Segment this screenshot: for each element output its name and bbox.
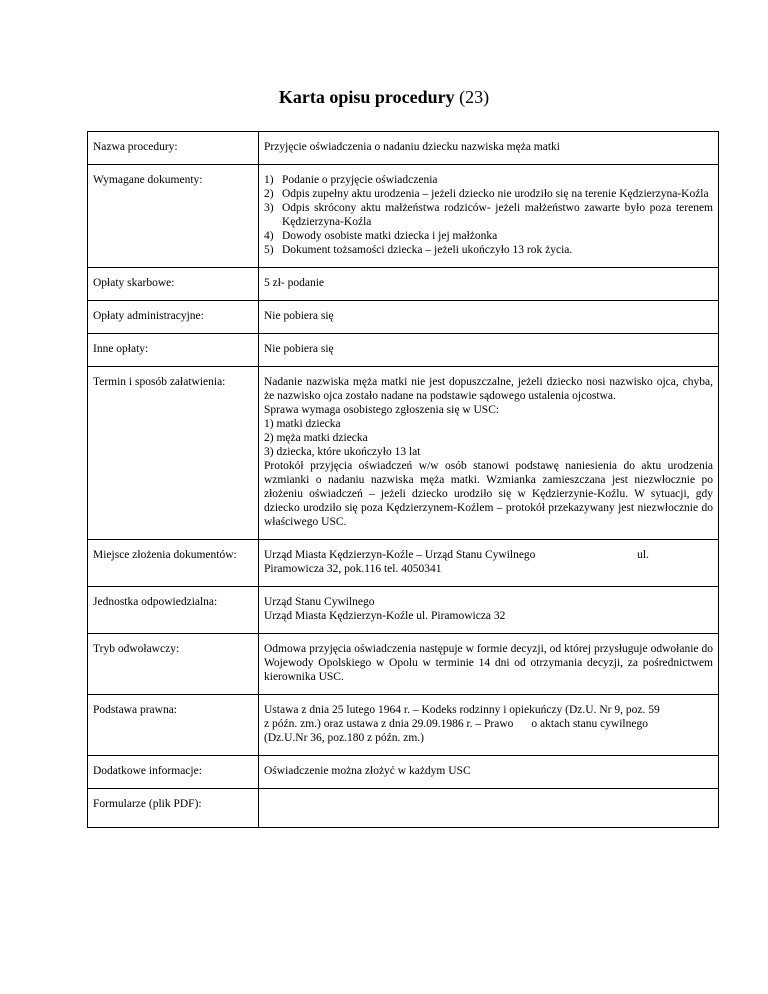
- law-line-2: z późn. zm.) oraz ustawa z dnia 29.09.1986 r. – Prawo o aktach stanu cywilnego: [264, 718, 648, 730]
- row-responsible-unit: [88, 587, 719, 634]
- list-item: 3) Odpis skrócony aktu małżeństwa rodziców- jeżeli małżeństwo zawarte było poza terenem Kędzierzyna-Koźla: [264, 202, 713, 228]
- label-forms: Formularze (plik PDF):: [88, 789, 259, 828]
- label-place: Miejsce złożenia dokumentów:: [88, 540, 259, 587]
- label-legal-basis: Podstawa prawna:: [88, 695, 259, 756]
- value-legal-basis: [259, 695, 719, 756]
- label-other-fees: Inne opłaty:: [88, 334, 259, 367]
- label-term: Termin i sposób załatwienia:: [88, 367, 259, 540]
- law-line-3: (Dz.U.Nr 36, poz.180 z późn. zm.): [264, 732, 424, 744]
- value-term: [259, 367, 719, 540]
- label-required-documents: Wymagane dokumenty:: [88, 165, 259, 268]
- list-item: 1) Podanie o przyjęcie oświadczenia: [264, 174, 438, 186]
- place-line-1-tail: ul.: [637, 549, 649, 561]
- procedure-table: [87, 131, 719, 828]
- label-responsible-unit: Jednostka odpowiedzialna:: [88, 587, 259, 634]
- title-text: Karta opisu procedury: [278, 87, 455, 107]
- label-admin-fees: Opłaty administracyjne:: [88, 301, 259, 334]
- term-paragraph-2: Sprawa wymaga osobistego zgłoszenia się w USC:: [264, 404, 500, 416]
- row-procedure-name: [88, 132, 719, 165]
- row-legal-basis: [88, 695, 719, 756]
- value-responsible-unit: [259, 587, 719, 634]
- value-forms: [259, 789, 719, 828]
- value-other-fees: Nie pobiera się: [259, 334, 719, 367]
- row-treasury-fees: [88, 268, 719, 301]
- place-line-1: Urząd Miasta Kędzierzyn-Koźle – Urząd Stanu Cywilnego: [264, 549, 536, 561]
- page-title: [0, 87, 768, 108]
- label-appeal: Tryb odwoławczy:: [88, 634, 259, 695]
- term-list-item-1: 1) matki dziecka: [264, 418, 341, 430]
- value-required-documents: [259, 165, 719, 268]
- value-place: [259, 540, 719, 587]
- row-appeal: [88, 634, 719, 695]
- value-admin-fees: Nie pobiera się: [259, 301, 719, 334]
- value-procedure-name: Przyjęcie oświadczenia o nadaniu dziecku nazwiska męża matki: [259, 132, 719, 165]
- title-number: (23): [459, 87, 490, 107]
- documents-list: [264, 173, 713, 257]
- list-item: 2) Odpis zupełny aktu urodzenia – jeżeli dziecko nie urodziło się na terenie Kędzierzyna-Koźla: [264, 188, 709, 200]
- label-treasury-fees: Opłaty skarbowe:: [88, 268, 259, 301]
- list-item: 5) Dokument tożsamości dziecka – jeżeli ukończyło 13 rok życia.: [264, 244, 573, 256]
- value-treasury-fees: 5 zł- podanie: [259, 268, 719, 301]
- row-extra-info: [88, 756, 719, 789]
- unit-line-2: Urząd Miasta Kędzierzyn-Koźle ul. Piramowicza 32: [264, 610, 506, 622]
- row-term: [88, 367, 719, 540]
- row-required-documents: [88, 165, 719, 268]
- list-item: 4) Dowody osobiste matki dziecka i jej małżonka: [264, 230, 498, 242]
- label-procedure-name: Nazwa procedury:: [88, 132, 259, 165]
- law-line-1: Ustawa z dnia 25 lutego 1964 r. – Kodeks rodzinny i opiekuńczy (Dz.U. Nr 9, poz. 59: [264, 704, 660, 716]
- term-paragraph-3: Protokół przyjęcia oświadczeń w/w osób stanowi podstawę naniesienia do aktu urodzenia wzmianki o nadaniu nazwiska męża matki. Wzmianka zamieszczana jest niezwłocznie po złożeniu oświadczeń – jeżeli dziecko urodziło się w Kędzierzynie-Koźlu. W sytuacji, gdy dziecko urodziło się poza Kędzierzynem-Koźlem – protokół przekazywany jest niezwłocznie do właściwego USC.: [264, 460, 713, 528]
- label-extra-info: Dodatkowe informacje:: [88, 756, 259, 789]
- row-place: [88, 540, 719, 587]
- row-other-fees: [88, 334, 719, 367]
- term-list-item-2: 2) męża matki dziecka: [264, 432, 368, 444]
- term-list-item-3: 3) dziecka, które ukończyło 13 lat: [264, 446, 421, 458]
- row-forms: [88, 789, 719, 828]
- value-appeal: Odmowa przyjęcia oświadczenia następuje w formie decyzji, od której przysługuje odwołanie do Wojewody Opolskiego w Opolu w terminie 14 dni od otrzymania decyzji, za pośrednictwem kierownika USC.: [259, 634, 719, 695]
- row-admin-fees: [88, 301, 719, 334]
- value-extra-info: Oświadczenie można złożyć w każdym USC: [259, 756, 719, 789]
- term-paragraph-1: Nadanie nazwiska męża matki nie jest dopuszczalne, jeżeli dziecko nosi nazwisko ojca, chyba, że nazwisko ojca zostało nadane na podstawie sądowego ustalenia ojcostwa.: [264, 376, 713, 402]
- unit-line-1: Urząd Stanu Cywilnego: [264, 596, 375, 608]
- place-line-2: Piramowicza 32, pok.116 tel. 4050341: [264, 563, 442, 575]
